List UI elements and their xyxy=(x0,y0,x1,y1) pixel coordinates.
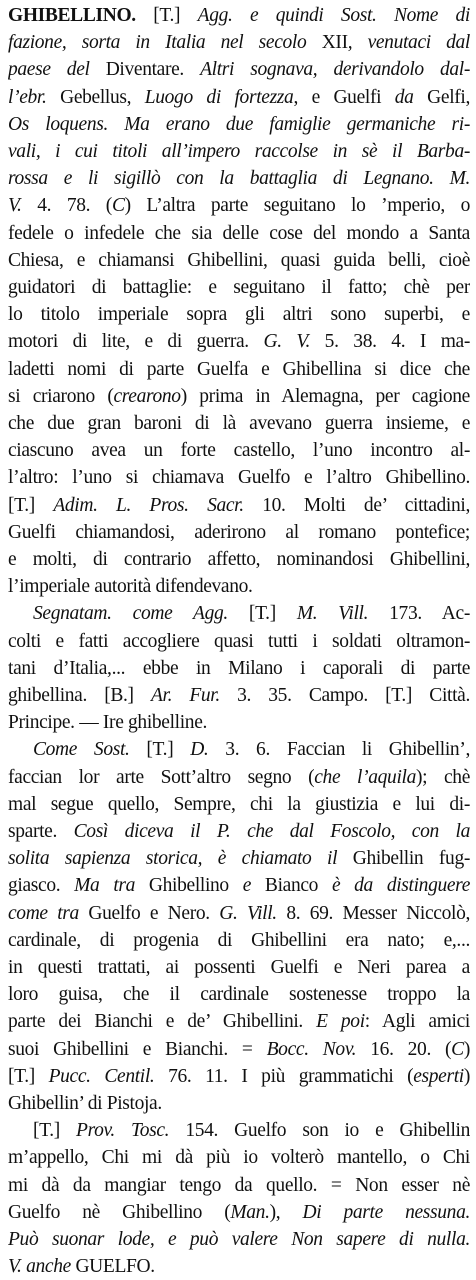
entry-text-line xyxy=(8,383,470,410)
entry-text-line xyxy=(8,220,470,247)
text-segment: Principe. — Ire ghibelline. xyxy=(8,712,208,734)
italic-segment: Luogo di fortezza xyxy=(144,86,294,108)
italic-segment: crearono xyxy=(113,385,181,407)
text-segment: giasco. xyxy=(8,875,75,897)
text-segment: GUELFO. xyxy=(70,1256,155,1278)
text-segment: Ghibellin fug- xyxy=(337,848,470,870)
text-segment: fedele o infedele che sia delle cose del mondo a Santa xyxy=(8,222,470,244)
entry-text-line xyxy=(8,1226,470,1253)
text-segment: ghibellina. [B.] xyxy=(8,685,151,706)
text-segment: Bianco xyxy=(251,875,332,897)
text-segment: e molti, di contrario affetto, nominandosi Ghibellini, xyxy=(8,549,470,570)
italic-segment: , venutaci dal xyxy=(347,32,470,54)
text-segment: ladetti nomi di parte Guelfa e Ghibellina si dice che xyxy=(8,358,470,380)
text-segment: che due gran baroni di là avevano guerra insieme, e xyxy=(8,413,470,434)
text-segment: Chiesa, e chiamansi Ghibellini, quasi guida belli, cioè xyxy=(8,249,470,271)
text-segment: XII xyxy=(321,32,348,54)
text-segment: ) xyxy=(463,1065,470,1087)
text-segment: si criarono ( xyxy=(8,385,114,407)
entry-text-line xyxy=(8,981,470,1008)
text-segment: sparte. xyxy=(8,821,74,842)
italic-segment: Os loquens. Ma erano due famiglie germaniche ri- xyxy=(8,113,470,135)
text-segment: Gebellus, xyxy=(46,86,145,108)
italic-segment: G. V. xyxy=(263,331,310,353)
italic-segment: è da distinguere xyxy=(331,875,470,897)
entry-text-line xyxy=(8,519,470,546)
italic-segment: Man. xyxy=(230,1201,270,1223)
entry-text-line xyxy=(8,328,470,355)
text-segment: mi dà da mangiar tengo da quello. = Non esser nè xyxy=(8,1174,470,1196)
text-segment: [T.] xyxy=(33,1120,77,1142)
italic-segment: Pucc. Centil. xyxy=(48,1065,155,1087)
entry-text-line xyxy=(8,301,470,328)
text-segment: cardinale, di progenia di Ghibellini era nato; e,... xyxy=(8,929,470,951)
text-segment: ) L’altra parte seguitano lo ’mperio, o xyxy=(124,195,470,217)
text-segment: Guelfo e Nero. xyxy=(78,902,220,924)
text-segment: lo titolo imperiale sopra gli altri sono superbi, e xyxy=(8,304,470,326)
text-segment: colti e fatti accogliere quasi tutti i soldati oltramon- xyxy=(8,630,470,652)
italic-segment: rossa e li sigillò con la battaglia di Legnano. M. xyxy=(8,168,470,190)
entry-text-line xyxy=(8,1090,470,1117)
text-segment: 154. Guelfo son io e Ghibellin xyxy=(169,1120,470,1142)
entry-text-line xyxy=(8,927,470,954)
text-segment: 173. Ac- xyxy=(368,603,470,625)
entry-text-line xyxy=(33,600,470,627)
entry-text-line xyxy=(8,247,470,274)
italic-segment: Prov. Tosc. xyxy=(76,1120,170,1142)
entry-text-line xyxy=(8,818,470,845)
entry-text-line xyxy=(8,573,470,600)
text-segment: ) xyxy=(463,1038,470,1060)
italic-segment: Ma tra xyxy=(74,875,136,897)
text-segment: 3. 6. Faccian li Ghibellin’, xyxy=(208,739,470,761)
italic-segment: solita sapienza storica, è chiamato il xyxy=(8,848,338,870)
text-segment: 3. 35. Campo. [T.] Città. xyxy=(219,685,470,706)
italic-segment: M. Vill. xyxy=(296,603,369,625)
text-segment: motori di lite, e di guerra. xyxy=(8,331,264,353)
text-segment: ciascuno avea un forte castello, l’uno incontro al- xyxy=(8,440,470,462)
text-segment: [T.] xyxy=(135,5,198,26)
entry-headword-line xyxy=(8,2,470,29)
text-segment: ) prima in Alemagna, per cagione xyxy=(180,385,470,407)
entry-text-line xyxy=(8,655,470,682)
italic-segment: paese del xyxy=(8,59,90,81)
entry-text-line xyxy=(8,954,470,981)
entry-text-line xyxy=(8,437,470,464)
entry-text-line xyxy=(8,1063,470,1090)
text-segment: l’imperiale autorità difendevano. xyxy=(8,576,253,598)
italic-segment: Di parte nessuna. xyxy=(302,1201,470,1223)
italic-segment: Segnatam. come Agg. xyxy=(33,603,228,625)
text-segment: Diventare. xyxy=(89,59,201,81)
italic-segment: Adim. L. Pros. Sacr. xyxy=(53,494,244,516)
entry-text-line xyxy=(8,546,470,573)
entry-text-line xyxy=(8,1144,470,1171)
italic-segment: Come Sost. xyxy=(33,739,130,761)
text-segment: 4. 78. ( xyxy=(21,195,112,217)
entry-text-line xyxy=(8,764,470,791)
italic-segment: D. xyxy=(190,739,209,761)
italic-segment: fazione, sorta in Italia nel secolo xyxy=(8,32,322,54)
italic-segment: Agg. e quindi Sost. Nome di xyxy=(197,5,470,26)
entry-text-line xyxy=(8,165,470,192)
italic-segment: Ar. Fur. xyxy=(150,685,220,706)
text-segment: [T.] xyxy=(8,494,54,516)
entry-text-line xyxy=(33,736,470,763)
text-segment: tani d’Italia,... ebbe in Milano i caporali di parte xyxy=(8,657,470,679)
entry-text-line xyxy=(8,682,470,709)
text-segment: : Agli amici xyxy=(364,1011,470,1033)
text-segment: mal segue quello, Sempre, chi la giustizia e lui di- xyxy=(8,793,470,815)
entry-text-line xyxy=(8,709,470,736)
italic-segment: E poi xyxy=(316,1011,365,1033)
entry-text-line xyxy=(8,56,470,83)
italic-segment: che l’aquila xyxy=(314,766,416,788)
entry-text-line xyxy=(8,492,470,519)
italic-segment: vali, i cui titoli all’impero raccolse in sè il Barba- xyxy=(8,141,470,162)
italic-segment: come tra xyxy=(8,902,79,924)
entry-headword: GHIBELLINO. xyxy=(8,5,136,26)
entry-text-line xyxy=(8,872,470,899)
text-segment: guidatori di battaglie: e seguitano il fatto; chè per xyxy=(8,277,470,298)
italic-segment: V. anche xyxy=(8,1256,71,1278)
text-segment: Gelfi, xyxy=(413,86,470,108)
italic-segment: Così diceva il P. che dal Foscolo, con la xyxy=(73,821,470,842)
italic-segment: esperti xyxy=(413,1065,464,1087)
text-segment: ); chè xyxy=(416,766,470,788)
italic-segment: e xyxy=(242,875,252,897)
text-segment: Guelfo nè Ghibellino ( xyxy=(8,1201,231,1223)
italic-segment: da xyxy=(394,86,414,108)
entry-text-line xyxy=(8,1008,470,1035)
text-segment: ), xyxy=(269,1201,303,1223)
italic-segment: C xyxy=(111,195,125,217)
italic-segment: Bocc. Nov. xyxy=(266,1038,357,1060)
entry-text-line xyxy=(8,274,470,301)
entry-text-line xyxy=(8,1253,470,1280)
entry-text-line xyxy=(8,356,470,383)
text-segment: 10. Molti de’ cittadini, xyxy=(243,494,470,516)
text-segment: faccian lor arte Sott’altro segno ( xyxy=(8,766,315,788)
entry-text-line xyxy=(33,1117,470,1144)
italic-segment: C xyxy=(451,1038,464,1060)
entry-text-line xyxy=(8,111,470,138)
entry-text-line xyxy=(8,1199,470,1226)
text-segment: loro guisa, che il cardinale sostenesse troppo la xyxy=(8,984,470,1006)
text-segment: suoi Ghibellini e Bianchi. = xyxy=(8,1038,267,1060)
entry-text-line xyxy=(8,138,470,165)
text-segment: [T.] xyxy=(227,603,297,625)
text-segment: 5. 38. 4. I ma- xyxy=(310,331,470,353)
italic-segment: V. xyxy=(8,195,22,217)
text-segment: [T.] xyxy=(129,739,191,761)
entry-text-line xyxy=(8,464,470,491)
text-segment: 8. 69. Messer Niccolò, xyxy=(276,902,470,924)
entry-text-line xyxy=(8,900,470,927)
text-segment: m’appello, Chi mi dà più io volterò mantello, o Chi xyxy=(8,1147,470,1169)
text-segment: Ghibellin’ di Pistoja. xyxy=(8,1093,162,1114)
entry-text-line xyxy=(8,1036,470,1063)
italic-segment: Può suonar lode, e può valere Non sapere di nulla. xyxy=(8,1229,470,1250)
text-segment: l’altro: l’uno si chiamava Guelfo e l’altro Ghibellino. xyxy=(8,467,470,489)
italic-segment: G. Vill. xyxy=(219,902,277,924)
text-segment: Guelfi chiamandosi, aderirono al romano pontefice; xyxy=(8,521,470,543)
text-segment: [T.] xyxy=(8,1065,49,1087)
text-segment: 76. 11. I più grammatichi ( xyxy=(154,1065,414,1087)
text-segment: Ghibellino xyxy=(135,875,243,897)
entry-text-line xyxy=(8,192,470,219)
text-segment: parte dei Bianchi e de’ Ghibellini. xyxy=(8,1011,317,1033)
entry-text-line xyxy=(8,791,470,818)
entry-text-line xyxy=(8,84,470,111)
entry-text-line xyxy=(8,1172,470,1199)
text-segment: 16. 20. ( xyxy=(356,1038,452,1060)
text-segment: , e Guelfi xyxy=(293,86,395,108)
entry-text-line xyxy=(8,410,470,437)
entry-text-line xyxy=(8,845,470,872)
entry-text-line xyxy=(8,29,470,56)
italic-segment: l’ebr. xyxy=(8,86,47,108)
italic-segment: Altri sognava, derivandolo dal- xyxy=(200,59,470,81)
entry-text-line xyxy=(8,628,470,655)
text-segment: in questi trattati, ai possenti Guelfi e Neri parea a xyxy=(8,957,470,978)
